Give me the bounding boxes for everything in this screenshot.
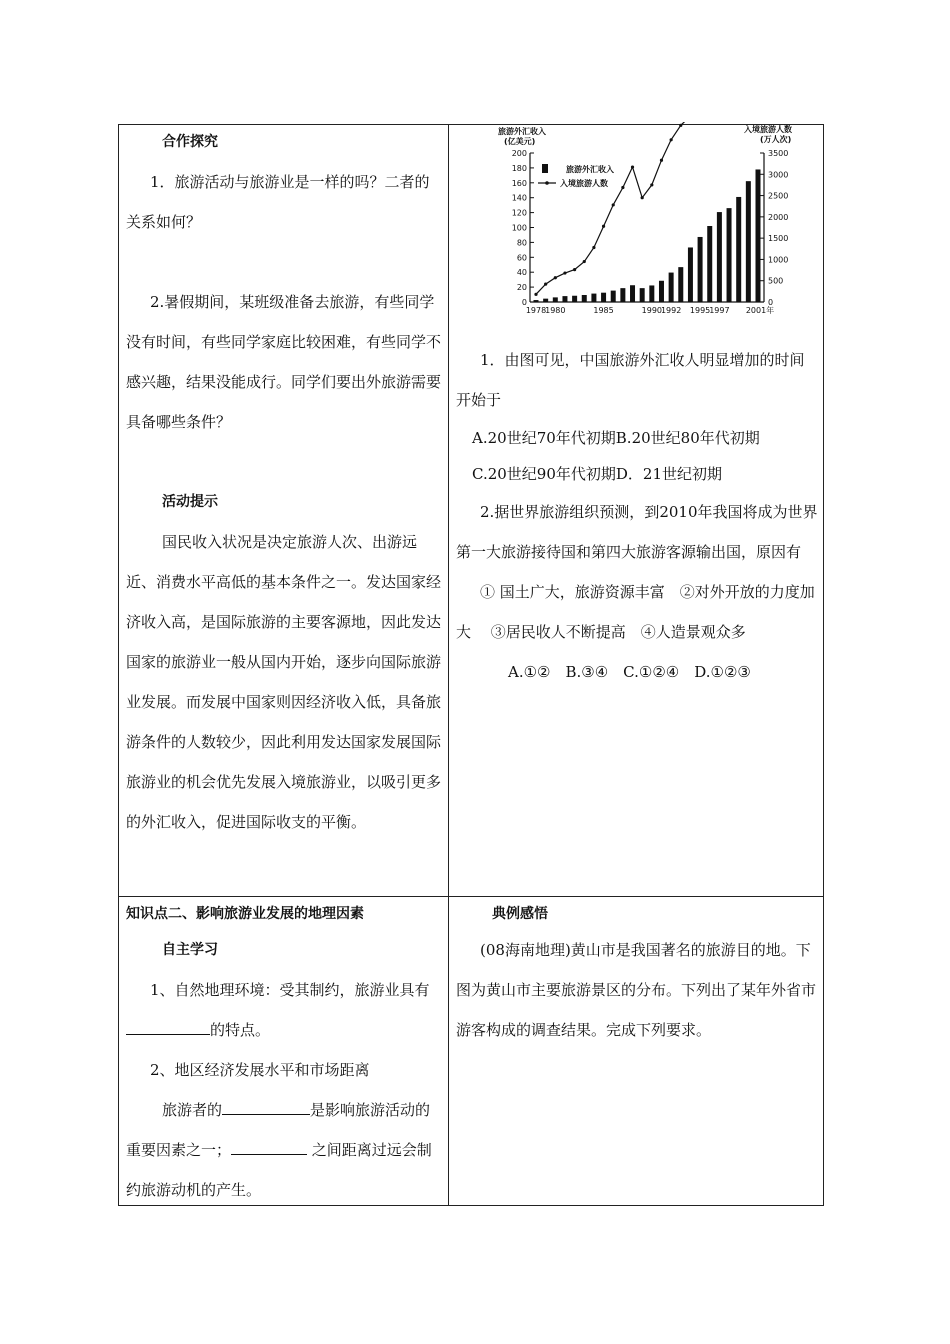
bar: [582, 295, 587, 302]
right-axis-label: 入境旅游人数: [744, 125, 792, 134]
x-tick-label: 1990: [641, 306, 663, 315]
bar: [669, 273, 674, 302]
question-2: 2.暑假期间，某班级准备去旅游，有些同学没有时间，有些同学家庭比较困难，有些同学不感兴趣，结果没能成行。同学们要出外旅游需要具备哪些条件？: [126, 293, 442, 431]
cell-knowledge-point-2: [126, 898, 444, 1210]
visitor-point: [563, 271, 566, 274]
left-tick-label: 60: [516, 253, 527, 263]
question-1: 1．旅游活动与旅游业是一样的吗？二者的关系如何？: [126, 173, 430, 231]
right-tick-label: 3500: [768, 149, 789, 158]
chart-question-1: 1．由图可见，中国旅游外汇收人明显增加的时间开始于: [456, 351, 805, 409]
x-tick-label: 1997: [709, 306, 730, 315]
fill-blank-2[interactable]: [222, 1096, 310, 1115]
chart-question-2: 2.据世界旅游组织预测，到2010年我国将成为世界第一大旅游接待国和第四大旅游客源输出国，原因有: [456, 503, 818, 561]
x-tick-label: 1978: [525, 306, 547, 315]
left-tick-label: 180: [511, 163, 527, 173]
x-tick-label: 1995: [689, 306, 711, 315]
cell-cooperative-inquiry: [126, 122, 444, 842]
example-heading: 典例感悟: [492, 906, 548, 922]
bar: [688, 247, 693, 302]
example-text: (08海南地理)黄山市是我国著名的旅游目的地。下图为黄山市主要旅游景区的分布。下列出了某年外省市游客构成的调查结果。完成下列要求。: [456, 941, 817, 1039]
knowledge-point-heading: 知识点二、影响旅游业发展的地理因素: [126, 906, 364, 922]
bar: [640, 288, 645, 302]
bar: [620, 288, 625, 302]
right-axis-unit: (万人次): [760, 135, 792, 144]
right-tick-label: 2500: [768, 191, 789, 201]
bar: [678, 267, 683, 302]
visitor-point: [621, 186, 624, 189]
x-tick-label: 1992: [660, 306, 682, 315]
left-tick-label: 40: [516, 268, 527, 278]
cell-example: [456, 898, 818, 1050]
visitor-point: [583, 260, 586, 263]
visitor-point: [631, 165, 634, 168]
section-heading-cooperative: 合作探究: [162, 134, 218, 150]
legend-bar-swatch: [542, 164, 548, 173]
visitor-point: [670, 138, 673, 141]
left-tick-label: 200: [511, 149, 527, 158]
bar: [572, 296, 577, 302]
visitor-point: [573, 268, 576, 271]
left-tick-label: 100: [511, 223, 527, 233]
self-study-heading: 自主学习: [162, 942, 218, 958]
bar: [727, 208, 732, 302]
activity-tip-text: 国民收入状况是决定旅游人次、出游远近、消费水平高低的基本条件之一。发达国家经济收入高，是国际旅游的主要客源地，因此发达国家的旅游业一般从国内开始，逐步向国际旅游业发展。而发展中国家则因经济收入低，具备旅游条件的人数较少，因此利用发达国家发展国际旅游业的机会优先发展入境旅游业，以吸引更多的外汇收入，促进国际收支的平衡。: [126, 533, 442, 831]
left-tick-label: 80: [516, 238, 527, 248]
right-tick-label: 3000: [768, 170, 789, 180]
bar: [707, 226, 712, 302]
left-tick-label: 160: [511, 178, 527, 188]
visitor-point: [544, 283, 547, 286]
legend-bar-label: 旅游外汇收入: [566, 165, 614, 174]
item-tourist-factor: 旅游者的 是影响旅游活动的重要因素之一； 之间距离过远会制约旅游动机的产生。: [126, 1090, 444, 1210]
bar: [746, 181, 751, 302]
left-tick-label: 20: [516, 283, 527, 293]
section-heading-activity-tip: 活动提示: [162, 494, 218, 510]
x-tick-label: 1985: [593, 306, 614, 315]
visitor-point: [660, 159, 663, 162]
chart-question-1-options-cd: C.20世纪90年代初期D．21世纪初期: [472, 465, 722, 483]
chart-question-1-options-ab: A.20世纪70年代初期B.20世纪80年代初期: [472, 429, 760, 447]
bar: [717, 212, 722, 302]
visitor-point: [592, 246, 595, 249]
bar: [611, 291, 616, 302]
bar: [601, 293, 606, 302]
visitor-point: [641, 196, 644, 199]
left-axis-unit: (亿美元): [504, 137, 536, 146]
fill-blank-1[interactable]: [126, 1016, 210, 1035]
bar: [649, 285, 654, 302]
bar: [698, 237, 703, 302]
table-row-divider: [118, 896, 824, 897]
bar: [553, 297, 558, 302]
right-tick-label: 1000: [768, 255, 789, 265]
bar: [659, 281, 664, 302]
left-axis-label: 旅游外汇收入: [498, 127, 546, 136]
bar: [756, 169, 761, 302]
bar: [736, 197, 741, 302]
answer-space-2: [126, 442, 444, 482]
item-natural-environment: 1、自然地理环境：受其制约，旅游业具有的特点。: [126, 970, 444, 1050]
visitor-line: [536, 122, 758, 294]
right-tick-label: 1500: [768, 234, 789, 244]
visitor-point: [602, 225, 605, 228]
chart-question-2-options: A.①② B.③④ C.①②④ D.①②③: [508, 663, 751, 681]
right-tick-label: 0: [768, 298, 774, 307]
fill-blank-3[interactable]: [231, 1136, 307, 1155]
tourism-chart: [494, 122, 824, 327]
legend-line-label: 入境旅游人数: [560, 179, 608, 188]
bar: [562, 296, 567, 302]
visitor-point: [534, 293, 537, 296]
table-column-divider: [448, 124, 449, 1206]
visitor-point: [650, 183, 653, 186]
cell-chart-questions: [456, 340, 818, 692]
chart-question-2-items: ① 国土广大，旅游资源丰富 ②对外开放的力度加大 ③居民收人不断提高 ④人造景观众多: [456, 583, 815, 641]
bar: [534, 300, 539, 302]
left-tick-label: 140: [511, 193, 527, 203]
visitor-point: [679, 124, 682, 127]
left-tick-label: 0: [521, 298, 527, 307]
x-tick-label: 2001年: [745, 306, 775, 315]
bar: [591, 294, 596, 302]
bar: [543, 299, 548, 302]
visitor-point: [612, 203, 615, 206]
right-tick-label: 2000: [768, 212, 789, 222]
right-tick-label: 500: [768, 276, 784, 286]
left-tick-label: 120: [511, 208, 527, 218]
x-tick-label: 1980: [545, 306, 566, 315]
item-economic-level: 2、地区经济发展水平和市场距离: [150, 1061, 370, 1079]
answer-space-1: [126, 242, 444, 282]
bar: [630, 285, 635, 302]
legend-line-marker: [545, 181, 549, 185]
visitor-point: [554, 276, 557, 279]
